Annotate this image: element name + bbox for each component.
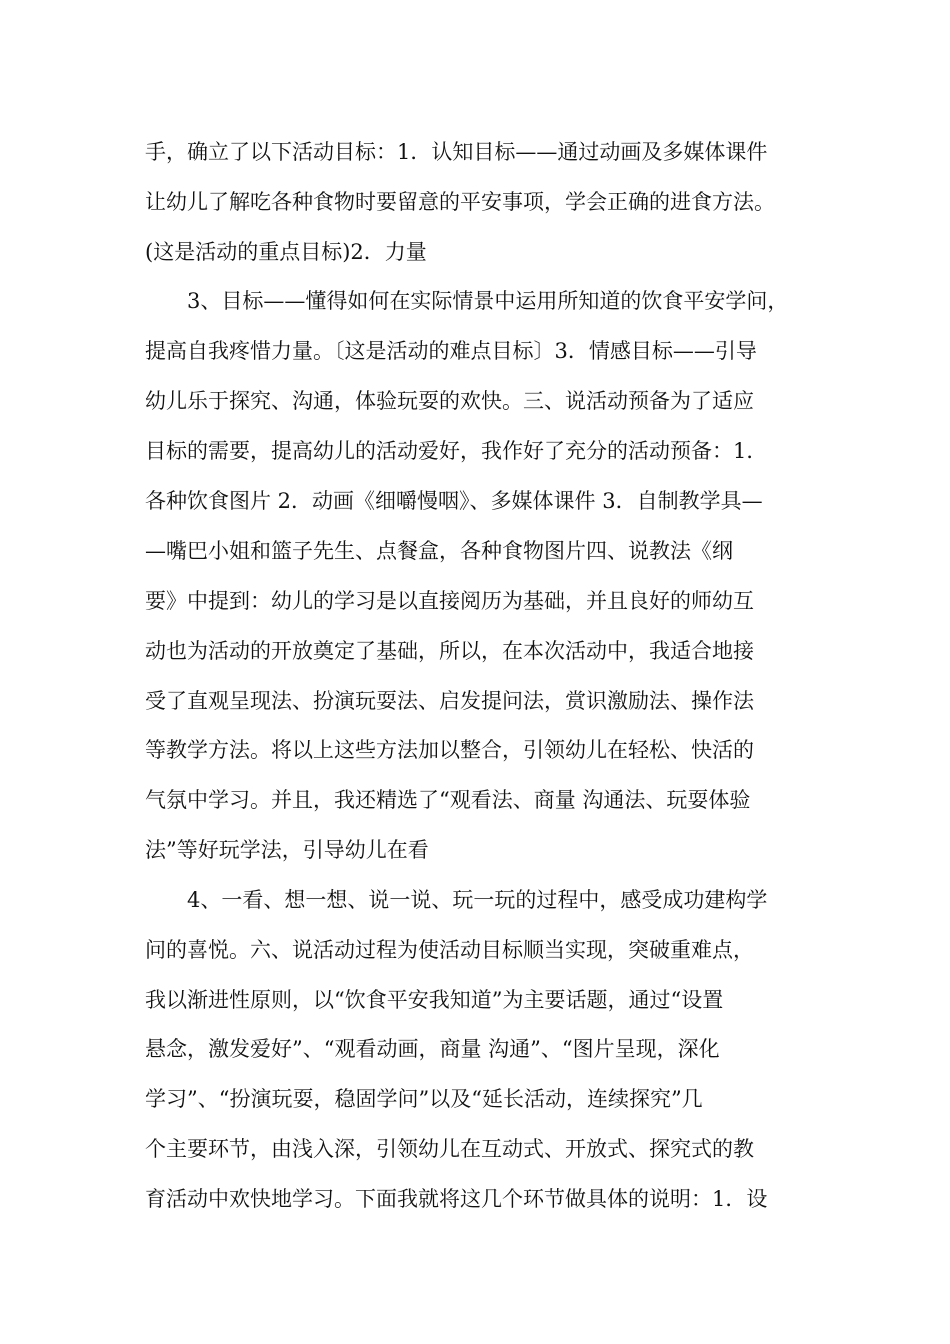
text-line-17: 问的喜悦。六、说活动过程为使活动目标顺当实现，突破重难点， <box>145 938 754 962</box>
text-line-19: 悬念，激发爱好”、“观看动画，商量 沟通”、“图片呈现，深化 <box>145 1037 720 1061</box>
text-line-21: 个主要环节，由浅入深，引领幼儿在互动式、开放式、探究式的教 <box>145 1137 754 1161</box>
text-line-9: —嘴巴小姐和篮子先生、点餐盒，各种食物图片四、说教法《纲 <box>145 539 733 563</box>
text-line-20: 学习”、“扮演玩耍，稳固学问”以及“延长活动，连续探究”几 <box>145 1087 703 1111</box>
text-line-18: 我以渐进性原则，以“饮食平安我知道”为主要话题，通过“设置 <box>145 988 724 1012</box>
text-line-6: 幼儿乐于探究、沟通，体验玩耍的欢快。三、说活动预备为了适应 <box>145 389 754 413</box>
text-line-2: 让幼儿了解吃各种食物时要留意的平安事项，学会正确的进食方法。 <box>145 190 775 214</box>
text-line-8: 各种饮食图片 2．动画《细嚼慢咽》、多媒体课件 3．自制教学具— <box>145 489 763 513</box>
text-line-1: 手，确立了以下活动目标：1．认知目标——通过动画及多媒体课件 <box>145 140 768 164</box>
text-line-16: 4、一看、想一想、说一说、玩一玩的过程中，感受成功建构学 <box>187 888 768 912</box>
text-line-3: (这是活动的重点目标)2．力量 <box>145 240 427 264</box>
text-line-12: 受了直观呈现法、扮演玩耍法、启发提问法，赏识激励法、操作法 <box>145 689 754 713</box>
text-line-22: 育活动中欢快地学习。下面我就将这几个环节做具体的说明：1．设 <box>145 1187 768 1211</box>
text-line-10: 要》中提到：幼儿的学习是以直接阅历为基础，并且良好的师幼互 <box>145 589 754 613</box>
text-line-4: 3、目标——懂得如何在实际情景中运用所知道的饮食平安学问， <box>187 289 789 313</box>
text-line-5: 提高自我疼惜力量。〔这是活动的难点目标〕3．情感目标——引导 <box>145 339 757 363</box>
text-line-15: 法”等好玩学法，引导幼儿在看 <box>145 838 429 862</box>
text-line-11: 动也为活动的开放奠定了基础，所以，在本次活动中，我适合地接 <box>145 639 754 663</box>
text-line-14: 气氛中学习。并且，我还精选了“观看法、商量 沟通法、玩耍体验 <box>145 788 751 812</box>
text-line-7: 目标的需要，提高幼儿的活动爱好，我作好了充分的活动预备：1． <box>145 439 768 463</box>
text-line-13: 等教学方法。将以上这些方法加以整合，引领幼儿在轻松、快活的 <box>145 738 754 762</box>
